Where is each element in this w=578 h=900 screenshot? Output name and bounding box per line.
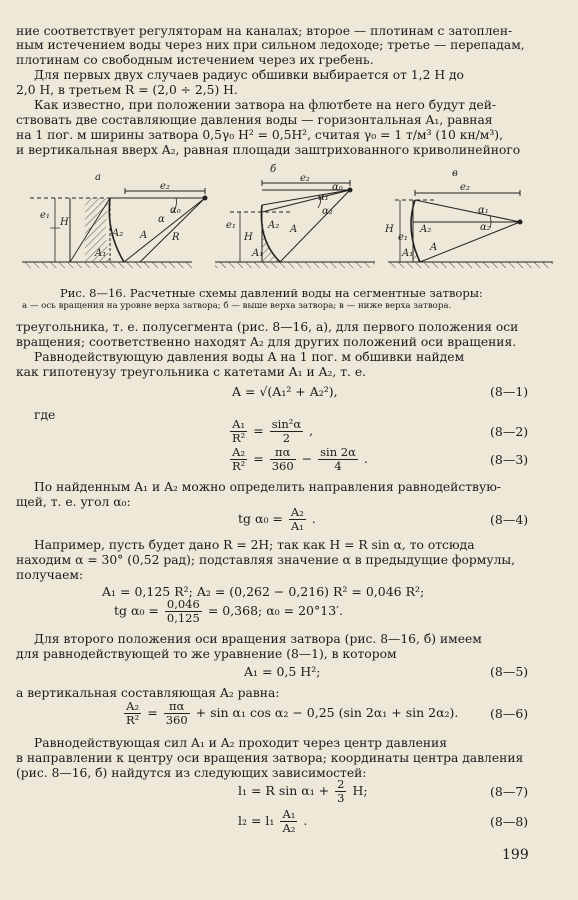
- label-A1: A₁: [252, 248, 264, 259]
- equation-calc-2: tg α₀ = $\frac{0,046}{0,125}$ = 0,368; α₀ = 20°13′.: [114, 597, 343, 625]
- panel-label-b: б: [270, 164, 277, 175]
- label-A2: A₂: [420, 224, 432, 235]
- panel-label-a: а: [95, 172, 101, 183]
- equation-8-1: A = √(A₁² + A₂²),: [232, 384, 338, 399]
- text-line: Для первых двух случаев радиус обшивки выбирается от 1,2 H до: [34, 68, 464, 82]
- label-alpha0: α₀: [170, 205, 181, 216]
- equation-8-6: $\frac{\text{A₂}}{\text{R²}}$ = $\frac{\pi\alpha}{360}$ + sin α₁ cos α₂ − 0,25 (sin 2α₁ + sin 2α₂).: [126, 699, 459, 727]
- equation-number: (8—6): [490, 706, 529, 721]
- text-line: в направлении к центру оси вращения затвора; координаты центра давления: [16, 751, 524, 765]
- equation-number: (8—5): [490, 664, 529, 679]
- text-line: ным истечением воды через них при сильном ледоходе; третье — перепадам,: [16, 38, 525, 52]
- text-line: Как известно, при положении затвора на флютбете на него будут дей-: [34, 98, 497, 112]
- text-line: (рис. 8—16, б) найдутся из следующих зависимостей:: [16, 766, 367, 780]
- label-alpha1: α₁: [478, 205, 489, 216]
- equation-8-3: $\frac{\text{A₂}}{\text{R²}}$ = $\frac{\pi\alpha}{360}$ − $\frac{\sin 2\alpha}{4}$ .: [232, 445, 368, 473]
- panel-label-c: в: [452, 168, 458, 179]
- label-e2: e₂: [460, 182, 470, 193]
- figure-caption: Рис. 8—16. Расчетные схемы давлений воды на сегментные затворы:: [60, 286, 483, 300]
- equation-calc-1: A₁ = 0,125 R²; A₂ = (0,262 − 0,216) R² = 0,046 R²;: [102, 584, 425, 599]
- label-A: A: [140, 230, 148, 241]
- equation-number: (8—4): [490, 512, 529, 527]
- label-A: A: [290, 224, 298, 235]
- label-e1: e₁: [40, 210, 50, 221]
- text-line: треугольника, т. е. полусегмента (рис. 8—16, а), для первого положения оси: [16, 320, 519, 334]
- label-e2: e₂: [300, 173, 310, 184]
- label-e1: e₁: [226, 220, 236, 231]
- page-number: 199: [502, 847, 529, 863]
- text-line: и вертикальная вверх A₂, равная площади заштрихованного криволинейного: [16, 143, 521, 157]
- label-alpha0: α₀: [332, 182, 343, 193]
- equation-8-7: l₁ = R sin α₁ + $\frac{2}{3}$ H;: [238, 777, 368, 805]
- text-where: где: [34, 408, 56, 422]
- text-line: Равнодействующая сил A₁ и A₂ проходит через центр давления: [34, 736, 447, 750]
- text-line: Равнодействующую давления воды A на 1 пог. м обшивки найдем: [34, 350, 465, 364]
- equation-8-8: l₂ = l₁ $\frac{\text{A₁}}{\text{A₂}}$ .: [238, 807, 308, 835]
- label-alpha2: α₂: [322, 206, 333, 217]
- text-line: а вертикальная составляющая A₂ равна:: [16, 686, 280, 700]
- label-H: H: [385, 224, 394, 235]
- text-line: ствовать две составляющие давления воды — горизонтальная A₁, равная: [16, 113, 493, 127]
- label-A1: A₁: [402, 248, 414, 259]
- text-line: получаем:: [16, 568, 84, 582]
- label-A2: A₂: [112, 228, 124, 239]
- text-line: плотинам со свободным истечением через их гребень.: [16, 53, 374, 67]
- label-R: R: [172, 232, 180, 243]
- label-A1: A₁: [95, 248, 107, 259]
- label-e1: e₁: [398, 232, 408, 243]
- label-alpha1: α₁: [318, 192, 329, 203]
- label-A: A: [430, 242, 438, 253]
- label-H: H: [244, 232, 253, 243]
- text-line: на 1 пог. м ширины затвора 0,5γ₀ H² = 0,5H², считая γ₀ = 1 т/м³ (10 кн/м³),: [16, 128, 503, 142]
- label-H: H: [60, 217, 69, 228]
- equation-number: (8—1): [490, 384, 529, 399]
- equation-number: (8—8): [490, 814, 529, 829]
- equation-number: (8—7): [490, 784, 529, 799]
- text-line: для равнодействующей то же уравнение (8—1), в котором: [16, 647, 397, 661]
- text-line: вращения; соответственно находят A₂ для других положений оси вращения.: [16, 335, 517, 349]
- equation-number: (8—2): [490, 424, 529, 439]
- equation-8-2: $\frac{\text{A₁}}{\text{R²}}$ = $\frac{\text{sin²α}}{2}$ ,: [232, 417, 314, 445]
- text-line: как гипотенузу треугольника с катетами A₁ и A₂, т. е.: [16, 365, 367, 379]
- text-line: находим α = 30° (0,52 рад); подставляя значение α в предыдущие формулы,: [16, 553, 516, 567]
- text-line: Для второго положения оси вращения затвора (рис. 8—16, б) имеем: [34, 632, 482, 646]
- label-alpha: α: [158, 214, 165, 225]
- equation-8-4: tg α₀ = $\frac{\text{A₂}}{\text{A₁}}$ .: [238, 505, 316, 533]
- label-e2: e₂: [160, 181, 170, 192]
- text-line: По найденным A₁ и A₂ можно определить направления равнодействую-: [34, 480, 502, 494]
- equation-number: (8—3): [490, 452, 529, 467]
- equation-8-5: A₁ = 0,5 H²;: [244, 664, 321, 679]
- label-alpha2: α₂: [480, 222, 491, 233]
- text-line: Например, пусть будет дано R = 2H; так как H = R sin α, то отсюда: [34, 538, 475, 552]
- text-line: щей, т. е. угол α₀:: [16, 495, 131, 509]
- figure-subcaption: а — ось вращения на уровне верха затвора; б — выше верха затвора; в — ниже верха затвора.: [22, 301, 452, 311]
- label-A2: A₂: [268, 220, 280, 231]
- text-line: 2,0 H, в третьем R = (2,0 ÷ 2,5) H.: [16, 83, 238, 97]
- text-line: ние соответствует регуляторам на каналах; второе — плотинам с затоплен-: [16, 24, 513, 38]
